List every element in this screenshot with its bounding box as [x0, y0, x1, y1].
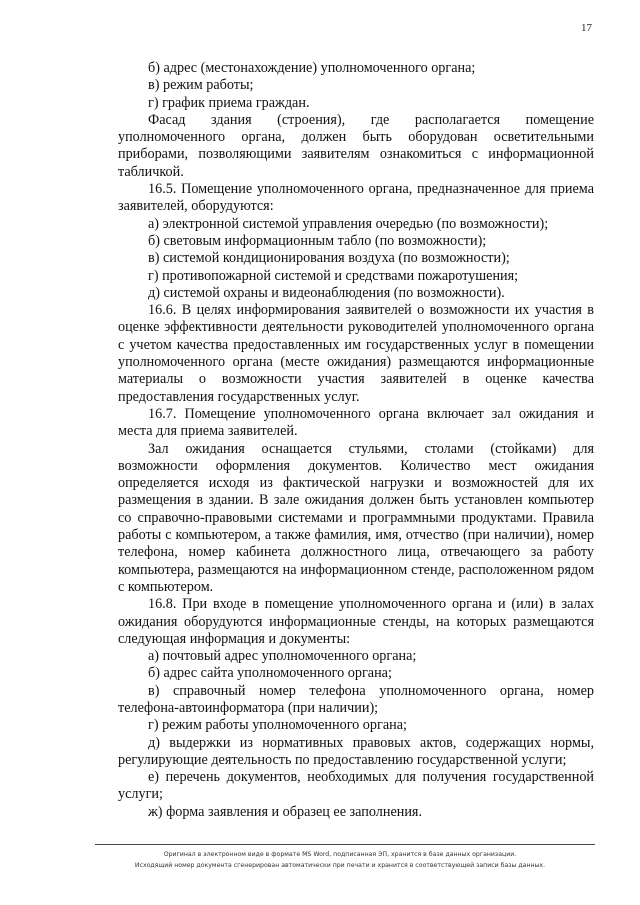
paragraph: 16.5. Помещение уполномоченного органа, предназначенное для приема заявителей, оборудуются:: [118, 181, 594, 215]
paragraph: б) световым информационным табло (по возможности);: [148, 232, 487, 249]
paragraph: г) режим работы уполномоченного органа;: [148, 717, 407, 734]
paragraph: в) системой кондиционирования воздуха (по возможности);: [148, 250, 510, 267]
paragraph: ж) форма заявления и образец ее заполнения.: [148, 803, 423, 820]
paragraph: г) график приема граждан.: [148, 94, 310, 111]
footer: [40, 849, 640, 871]
paragraph: в) справочный номер телефона уполномоченного органа, номер телефона-автоинформатора (при наличии);: [118, 682, 594, 716]
paragraph: 16.7. Помещение уполномоченного органа включает зал ожидания и места для приема заявителей.: [118, 405, 594, 440]
document-body: [118, 60, 594, 821]
paragraph: д) системой охраны и видеонаблюдения (по возможности).: [148, 284, 505, 301]
paragraph: в) режим работы;: [148, 77, 254, 94]
paragraph: 16.8. При входе в помещение уполномоченного органа и (или) в залах ожидания оборудуются информационные стенды, на которых размещаются следующая информация и документы:: [118, 596, 594, 647]
paragraph: Фасад здания (строения), где располагается помещение уполномоченного органа, должен быть оборудован осветительными приборами, позволяющими заявителям ознакомиться с информационной табличкой.: [118, 111, 594, 180]
page-number: 17: [581, 22, 592, 34]
footer-line-1: Оригинал в электронном виде в формате MS Word, подписанная ЭП, хранится в базе данных организации.: [163, 851, 517, 858]
footer-line-2: Исходящий номер документа сгенерирован автоматически при печати и хранится в соответствующей записи базы данных.: [134, 862, 546, 869]
paragraph: Зал ожидания оснащается стульями, столами (стойками) для возможности оформления документов. Количество мест ожидания определяется исходя из фактической нагрузки и возможностей для их размещения в здании. В зале ожидания должен быть установлен компьютер со справочно-правовыми системами и программными продуктами. Правила работы с компьютером, а также фамилия, имя, отчество (при наличии), номер телефона, номер кабинета должностного лица, отвечающего за работу компьютера, размещаются на информационном стенде, расположенном рядом с компьютером.: [118, 440, 594, 595]
paragraph: б) адрес сайта уполномоченного органа;: [148, 665, 392, 682]
paragraph: а) почтовый адрес уполномоченного органа;: [148, 648, 417, 665]
paragraph: г) противопожарной системой и средствами пожаротушения;: [148, 267, 519, 284]
paragraph: е) перечень документов, необходимых для получения государственной услуги;: [118, 769, 594, 803]
paragraph: б) адрес (местонахождение) уполномоченного органа;: [148, 60, 476, 76]
paragraph: 16.6. В целях информирования заявителей о возможности их участия в оценке эффективности деятельности руководителей уполномоченного органа с учетом качества предоставленных им государственных услуг в помещении уполномоченного органа (месте ожидания) размещаются информационные материалы о возможности участия заявителей в оценке качества предоставления государственных услуг.: [118, 302, 594, 405]
footer-divider: [95, 844, 595, 845]
paragraph: д) выдержки из нормативных правовых актов, содержащих нормы, регулирующие деятельность по предоставлению государственной услуги;: [118, 734, 594, 768]
paragraph: а) электронной системой управления очередью (по возможности);: [148, 215, 549, 232]
